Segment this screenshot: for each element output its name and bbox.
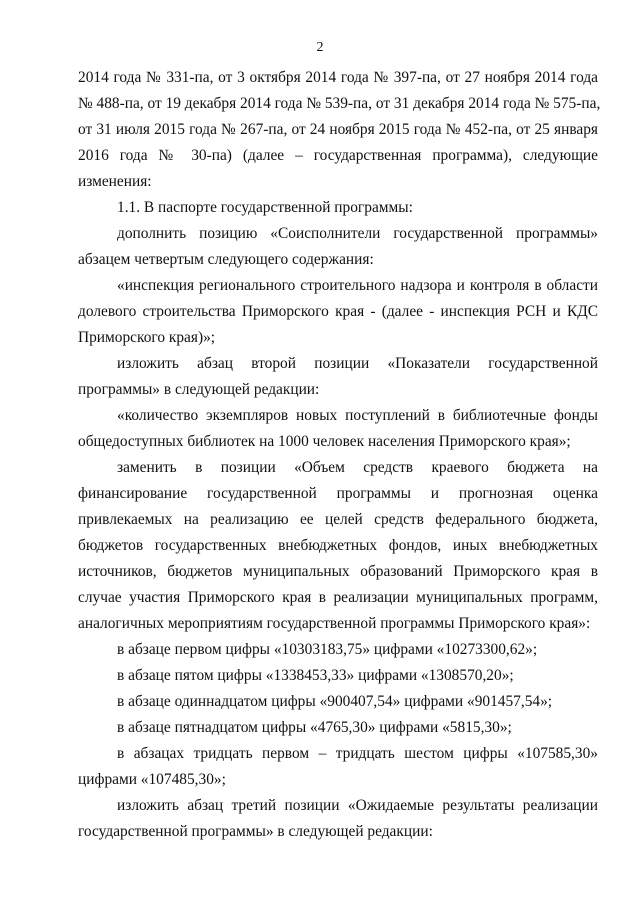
text-line: привлекаемых на реализацию ее целей средств федерального бюджета, — [78, 511, 598, 528]
text-line: «инспекция регионального строительного надзора и контроля в области — [117, 277, 598, 294]
section-heading: 1.1. В паспорте государственной программы: — [117, 199, 413, 216]
text-line: финансирование государственной программы и прогнозная оценка — [78, 485, 598, 502]
text-line: изменения: — [78, 173, 152, 190]
text-line: в абзаце первом цифры «10303183,75» цифрами «10273300,62»; — [117, 641, 538, 658]
text-line: программы» в следующей редакции: — [78, 381, 320, 398]
text-line: государственной программы» в следующей редакции: — [78, 823, 433, 840]
text-line: в абзаце пятнадцатом цифры «4765,30» цифрами «5815,30»; — [117, 719, 512, 736]
text-line: заменить в позиции «Объем средств краевого бюджета на — [117, 459, 598, 476]
text-line: аналогичных мероприятиям государственной программы Приморского края»: — [78, 615, 591, 632]
page-number: 2 — [316, 40, 324, 55]
text-line: случае участия Приморского края в реализации муниципальных программ, — [78, 589, 598, 606]
text-line: 2014 года № 331-па, от 3 октября 2014 года № 397-па, от 27 ноября 2014 года — [78, 69, 598, 86]
document-body — [78, 65, 601, 845]
text-line: цифрами «107485,30»; — [78, 771, 226, 788]
text-line: в абзаце пятом цифры «1338453,33» цифрами «1308570,20»; — [117, 667, 514, 684]
text-line: в абзаце одиннадцатом цифры «900407,54» цифрами «901457,54»; — [117, 693, 553, 710]
text-line: изложить абзац третий позиции «Ожидаемые результаты реализации — [117, 797, 598, 814]
text-line: дополнить позицию «Соисполнители государственной программы» — [117, 225, 598, 242]
text-line: долевого строительства Приморского края - (далее - инспекция РСН и КДС — [78, 303, 598, 320]
text-line: 2016 года № 30-па) (далее – государственная программа), следующие — [78, 147, 598, 164]
text-line: общедоступных библиотек на 1000 человек населения Приморского края»; — [78, 433, 571, 450]
text-line: источников, бюджетов муниципальных образований Приморского края в — [78, 563, 598, 580]
text-line: «количество экземпляров новых поступлений в библиотечные фонды — [117, 407, 598, 424]
text-line: изложить абзац второй позиции «Показатели государственной — [117, 355, 598, 372]
text-line: бюджетов государственных внебюджетных фондов, иных внебюджетных — [78, 537, 598, 554]
text-line: абзацем четвертым следующего содержания: — [78, 251, 374, 268]
text-line: в абзацах тридцать первом – тридцать шестом цифры «107585,30» — [117, 745, 598, 762]
text-line: от 31 июля 2015 года № 267-па, от 24 ноября 2015 года № 452-па, от 25 января — [78, 121, 598, 138]
text-line: Приморского края)»; — [78, 329, 216, 346]
text-line: № 488-па, от 19 декабря 2014 года № 539-па, от 31 декабря 2014 года № 575-па, — [78, 95, 601, 112]
